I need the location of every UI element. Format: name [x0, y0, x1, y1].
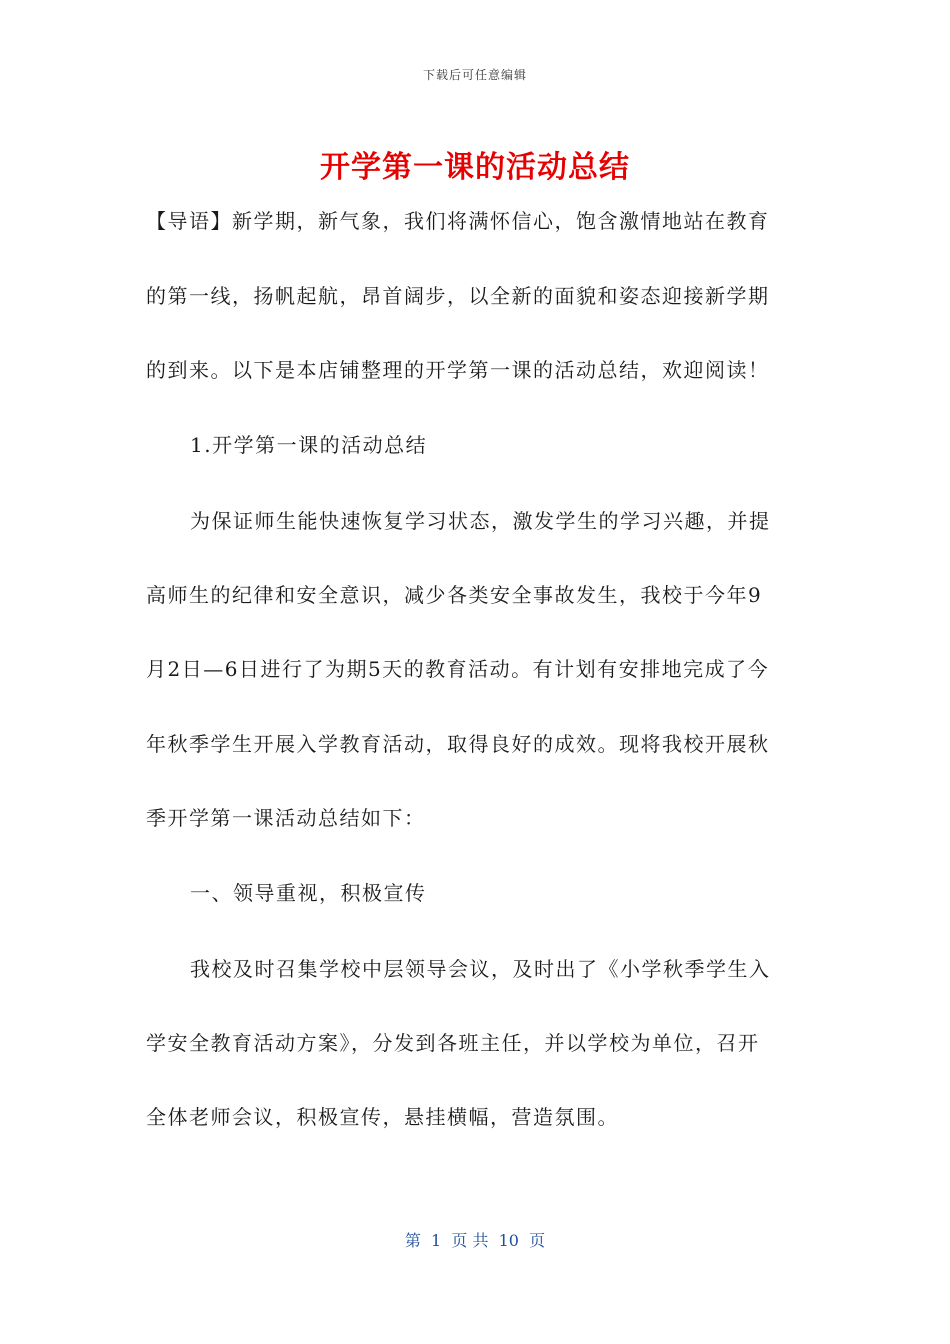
paragraph-line: 全体老师会议，积极宣传，悬挂横幅，营造氛围。	[146, 1105, 619, 1129]
paragraph-line: 我校及时召集学校中层领导会议，及时出了《小学秋季学生入	[190, 957, 771, 981]
paragraph-line: 为保证师生能快速恢复学习状态，激发学生的学习兴趣，并提	[190, 509, 771, 533]
paragraph-line: 年秋季学生开展入学教育活动，取得良好的成效。现将我校开展秋	[146, 732, 770, 756]
section-heading: 一、领导重视，积极宣传	[190, 881, 427, 905]
paragraph-line: 学安全教育活动方案》，分发到各班主任，并以学校为单位，召开	[146, 1031, 760, 1055]
paragraph-line: 【导语】新学期，新气象，我们将满怀信心，饱含激情地站在教育	[146, 209, 770, 233]
document-title: 开学第一课的活动总结	[320, 150, 630, 185]
page-footer: 第 1 页 共 10 页	[404, 1231, 546, 1250]
header-note: 下载后可任意编辑	[422, 68, 527, 82]
paragraph-line: 的到来。以下是本店铺整理的开学第一课的活动总结，欢迎阅读！	[146, 358, 770, 382]
paragraph-line: 的第一线，扬帆起航，昂首阔步，以全新的面貌和姿态迎接新学期	[146, 284, 770, 308]
paragraph-line: 高师生的纪律和安全意识，减少各类安全事故发生，我校于今年9	[146, 583, 763, 607]
paragraph-line: 月2日—6日进行了为期5天的教育活动。有计划有安排地完成了今	[146, 657, 770, 681]
section-heading: 1.开学第一课的活动总结	[190, 433, 428, 457]
paragraph-line: 季开学第一课活动总结如下：	[146, 806, 426, 830]
